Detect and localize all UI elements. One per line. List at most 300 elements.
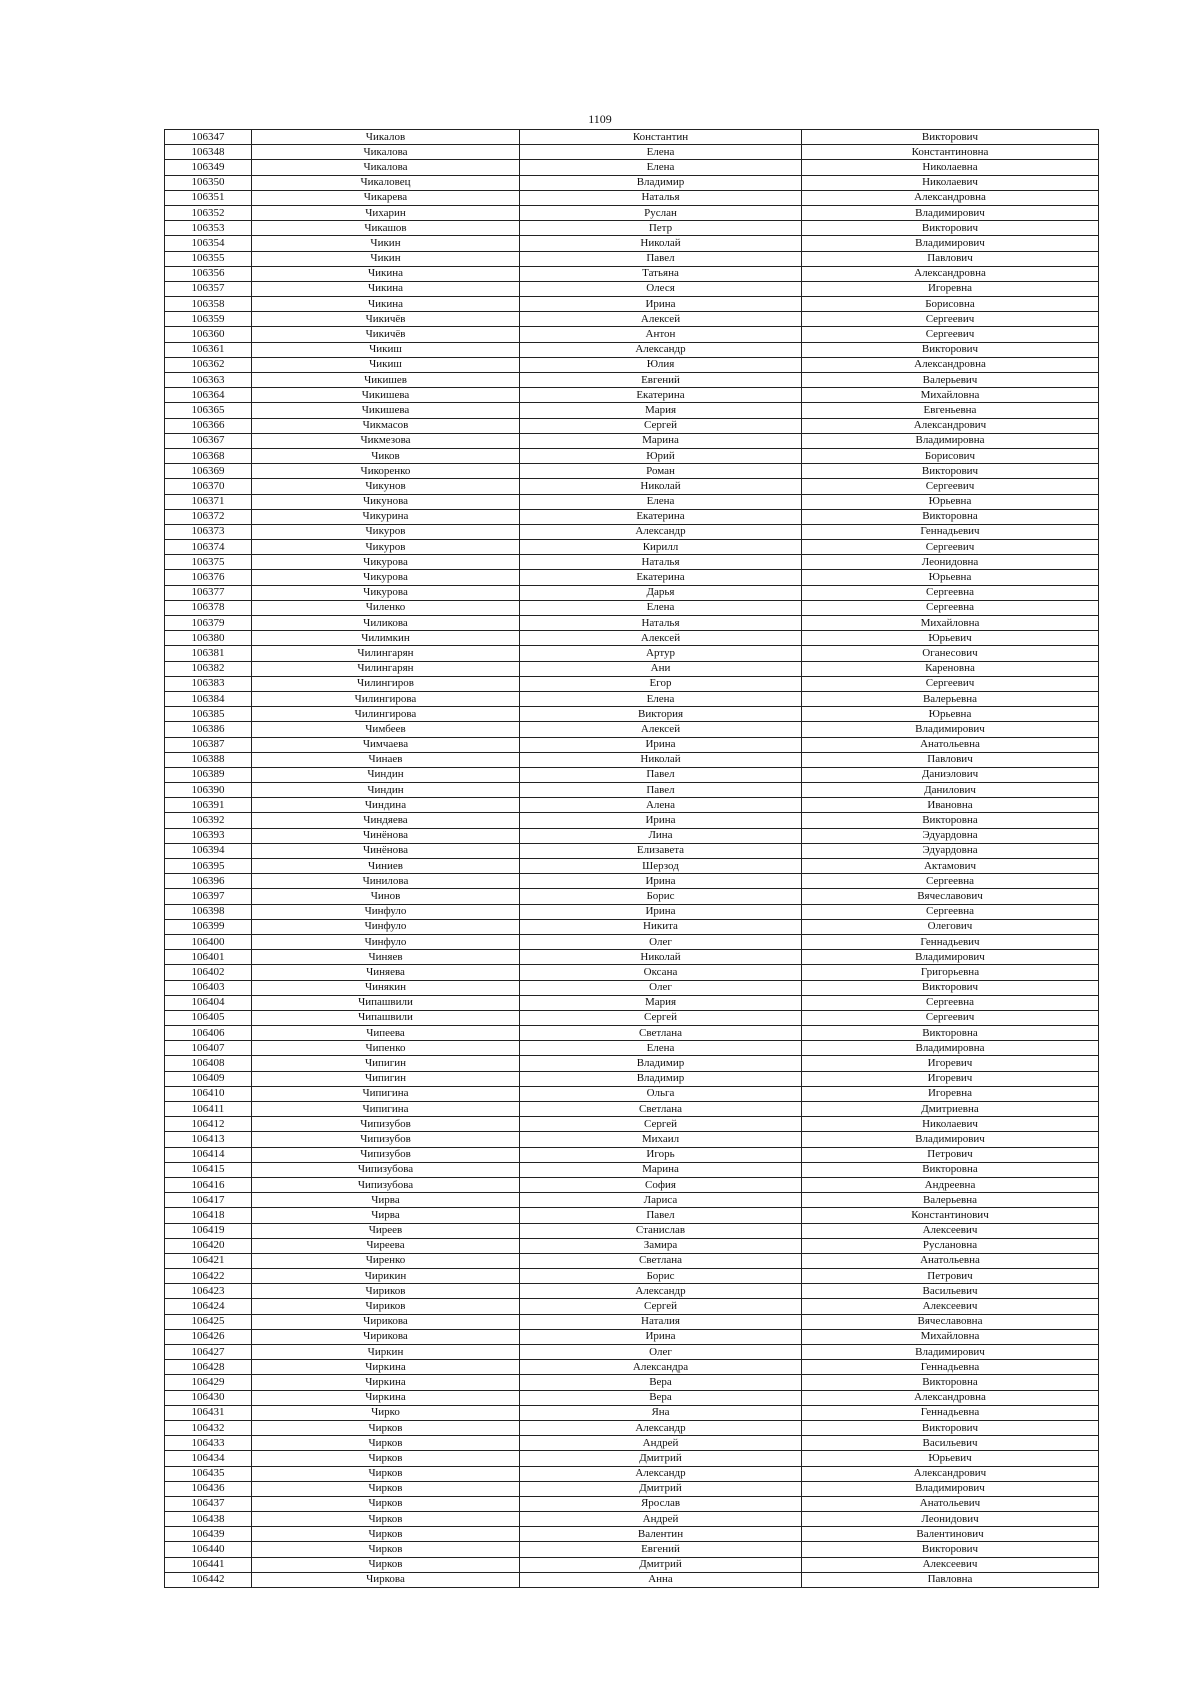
- table-row: [165, 1512, 1099, 1527]
- record-number-cell: 106429: [165, 1375, 252, 1390]
- surname-cell: Чирва: [252, 1208, 520, 1223]
- first-name-cell: Виктория: [520, 707, 802, 722]
- first-name-cell: Михаил: [520, 1132, 802, 1147]
- first-name-cell: Наталья: [520, 616, 802, 631]
- table-row: [165, 1451, 1099, 1466]
- table-row: [165, 1284, 1099, 1299]
- table-row: [165, 1466, 1099, 1481]
- record-number-cell: 106399: [165, 919, 252, 934]
- table-row: [165, 540, 1099, 555]
- table-row: [165, 1390, 1099, 1405]
- first-name-cell: Юлия: [520, 357, 802, 372]
- first-name-cell: Борис: [520, 889, 802, 904]
- first-name-cell: Елена: [520, 691, 802, 706]
- table-row: [165, 1102, 1099, 1117]
- record-number-cell: 106419: [165, 1223, 252, 1238]
- first-name-cell: Екатерина: [520, 570, 802, 585]
- surname-cell: Чикина: [252, 281, 520, 296]
- table-row: [165, 327, 1099, 342]
- table-row: [165, 1496, 1099, 1511]
- first-name-cell: Ирина: [520, 813, 802, 828]
- surname-cell: Чимчаева: [252, 737, 520, 752]
- table-row: [165, 1557, 1099, 1572]
- patronymic-cell: Валерьевна: [802, 1193, 1099, 1208]
- surname-cell: Чинаев: [252, 752, 520, 767]
- first-name-cell: Никита: [520, 919, 802, 934]
- surname-cell: Чикурова: [252, 585, 520, 600]
- first-name-cell: Валентин: [520, 1527, 802, 1542]
- patronymic-cell: Владимирович: [802, 722, 1099, 737]
- patronymic-cell: Петрович: [802, 1147, 1099, 1162]
- surname-cell: Чикмезова: [252, 433, 520, 448]
- record-number-cell: 106432: [165, 1420, 252, 1435]
- table-row: [165, 1420, 1099, 1435]
- patronymic-cell: Викторович: [802, 342, 1099, 357]
- table-row: [165, 160, 1099, 175]
- patronymic-cell: Дмитриевна: [802, 1102, 1099, 1117]
- surname-cell: Чирков: [252, 1420, 520, 1435]
- record-number-cell: 106423: [165, 1284, 252, 1299]
- first-name-cell: Елизавета: [520, 843, 802, 858]
- first-name-cell: Кирилл: [520, 540, 802, 555]
- record-number-cell: 106372: [165, 509, 252, 524]
- table-row: [165, 1026, 1099, 1041]
- surname-cell: Чипенко: [252, 1041, 520, 1056]
- first-name-cell: Шерзод: [520, 859, 802, 874]
- record-number-cell: 106397: [165, 889, 252, 904]
- record-number-cell: 106416: [165, 1177, 252, 1192]
- record-number-cell: 106374: [165, 540, 252, 555]
- first-name-cell: Анна: [520, 1572, 802, 1587]
- surname-cell: Чипизубова: [252, 1177, 520, 1192]
- surname-cell: Чикина: [252, 297, 520, 312]
- table-row: [165, 1345, 1099, 1360]
- table-row: [165, 1542, 1099, 1557]
- first-name-cell: Сергей: [520, 1299, 802, 1314]
- patronymic-cell: Геннадьевич: [802, 934, 1099, 949]
- record-number-cell: 106434: [165, 1451, 252, 1466]
- record-number-cell: 106411: [165, 1102, 252, 1117]
- patronymic-cell: Николаевич: [802, 175, 1099, 190]
- record-number-cell: 106354: [165, 236, 252, 251]
- table-row: [165, 889, 1099, 904]
- surname-cell: Чихарин: [252, 205, 520, 220]
- patronymic-cell: Владимировна: [802, 433, 1099, 448]
- record-number-cell: 106373: [165, 524, 252, 539]
- surname-cell: Чикина: [252, 266, 520, 281]
- patronymic-cell: Александрович: [802, 418, 1099, 433]
- patronymic-cell: Павловна: [802, 1572, 1099, 1587]
- first-name-cell: Евгений: [520, 373, 802, 388]
- record-number-cell: 106440: [165, 1542, 252, 1557]
- first-name-cell: Наталия: [520, 1314, 802, 1329]
- record-number-cell: 106395: [165, 859, 252, 874]
- table-row: [165, 1162, 1099, 1177]
- record-number-cell: 106410: [165, 1086, 252, 1101]
- first-name-cell: Петр: [520, 221, 802, 236]
- table-row: [165, 600, 1099, 615]
- record-number-cell: 106428: [165, 1360, 252, 1375]
- surname-cell: Чикоренко: [252, 464, 520, 479]
- first-name-cell: Светлана: [520, 1026, 802, 1041]
- record-number-cell: 106356: [165, 266, 252, 281]
- patronymic-cell: Викторовна: [802, 1026, 1099, 1041]
- first-name-cell: Николай: [520, 479, 802, 494]
- first-name-cell: Сергей: [520, 418, 802, 433]
- record-number-cell: 106352: [165, 205, 252, 220]
- surname-cell: Чикиш: [252, 357, 520, 372]
- surname-cell: Чиреев: [252, 1223, 520, 1238]
- table-row: [165, 403, 1099, 418]
- record-number-cell: 106415: [165, 1162, 252, 1177]
- record-number-cell: 106426: [165, 1329, 252, 1344]
- surname-cell: Чикишева: [252, 403, 520, 418]
- table-row: [165, 919, 1099, 934]
- patronymic-cell: Геннадьевна: [802, 1405, 1099, 1420]
- first-name-cell: Алексей: [520, 312, 802, 327]
- first-name-cell: Егор: [520, 676, 802, 691]
- record-number-cell: 106361: [165, 342, 252, 357]
- record-number-cell: 106406: [165, 1026, 252, 1041]
- patronymic-cell: Владимирович: [802, 1345, 1099, 1360]
- first-name-cell: Павел: [520, 767, 802, 782]
- first-name-cell: Замира: [520, 1238, 802, 1253]
- surname-cell: Чиленко: [252, 600, 520, 615]
- first-name-cell: Артур: [520, 646, 802, 661]
- first-name-cell: Марина: [520, 433, 802, 448]
- table-row: [165, 1208, 1099, 1223]
- first-name-cell: Яна: [520, 1405, 802, 1420]
- record-number-cell: 106396: [165, 874, 252, 889]
- table-row: [165, 1329, 1099, 1344]
- first-name-cell: Дмитрий: [520, 1451, 802, 1466]
- first-name-cell: Екатерина: [520, 509, 802, 524]
- surname-cell: Чикурина: [252, 509, 520, 524]
- surname-cell: Чипизубов: [252, 1117, 520, 1132]
- patronymic-cell: Леонидовна: [802, 555, 1099, 570]
- record-number-cell: 106391: [165, 798, 252, 813]
- surname-cell: Чимбеев: [252, 722, 520, 737]
- first-name-cell: Ани: [520, 661, 802, 676]
- patronymic-cell: Сергеевич: [802, 327, 1099, 342]
- first-name-cell: Алексей: [520, 722, 802, 737]
- surname-cell: Чиркова: [252, 1572, 520, 1587]
- surname-cell: Чикин: [252, 236, 520, 251]
- table-row: [165, 145, 1099, 160]
- surname-cell: Чипигина: [252, 1102, 520, 1117]
- patronymic-cell: Викторовна: [802, 813, 1099, 828]
- record-number-cell: 106402: [165, 965, 252, 980]
- surname-cell: Чикалов: [252, 130, 520, 145]
- patronymic-cell: Николаевич: [802, 1117, 1099, 1132]
- table-row: [165, 676, 1099, 691]
- table-row: [165, 190, 1099, 205]
- patronymic-cell: Вячеславовна: [802, 1314, 1099, 1329]
- first-name-cell: Олег: [520, 1345, 802, 1360]
- record-number-cell: 106355: [165, 251, 252, 266]
- patronymic-cell: Руслановна: [802, 1238, 1099, 1253]
- record-number-cell: 106360: [165, 327, 252, 342]
- record-number-cell: 106347: [165, 130, 252, 145]
- first-name-cell: Александр: [520, 342, 802, 357]
- record-number-cell: 106433: [165, 1436, 252, 1451]
- table-row: [165, 1117, 1099, 1132]
- names-table: [164, 129, 1099, 1588]
- record-number-cell: 106350: [165, 175, 252, 190]
- surname-cell: Чилингиров: [252, 676, 520, 691]
- record-number-cell: 106364: [165, 388, 252, 403]
- surname-cell: Чирков: [252, 1436, 520, 1451]
- record-number-cell: 106421: [165, 1253, 252, 1268]
- surname-cell: Чинилова: [252, 874, 520, 889]
- patronymic-cell: Сергеевич: [802, 479, 1099, 494]
- first-name-cell: Павел: [520, 783, 802, 798]
- record-number-cell: 106375: [165, 555, 252, 570]
- first-name-cell: Ирина: [520, 297, 802, 312]
- first-name-cell: Владимир: [520, 1056, 802, 1071]
- record-number-cell: 106388: [165, 752, 252, 767]
- surname-cell: Чикарева: [252, 190, 520, 205]
- record-number-cell: 106442: [165, 1572, 252, 1587]
- surname-cell: Чипизубов: [252, 1147, 520, 1162]
- table-row: [165, 1375, 1099, 1390]
- table-row: [165, 798, 1099, 813]
- surname-cell: Чирков: [252, 1527, 520, 1542]
- patronymic-cell: Михайловна: [802, 1329, 1099, 1344]
- patronymic-cell: Оганесович: [802, 646, 1099, 661]
- first-name-cell: Александр: [520, 1420, 802, 1435]
- surname-cell: Чикиш: [252, 342, 520, 357]
- surname-cell: Чирко: [252, 1405, 520, 1420]
- patronymic-cell: Александрович: [802, 1466, 1099, 1481]
- record-number-cell: 106398: [165, 904, 252, 919]
- record-number-cell: 106409: [165, 1071, 252, 1086]
- patronymic-cell: Алексеевич: [802, 1557, 1099, 1572]
- surname-cell: Чинякин: [252, 980, 520, 995]
- table-row: [165, 934, 1099, 949]
- table-body: [165, 130, 1099, 1588]
- patronymic-cell: Александровна: [802, 190, 1099, 205]
- patronymic-cell: Игоревич: [802, 1071, 1099, 1086]
- patronymic-cell: Олегович: [802, 919, 1099, 934]
- surname-cell: Чирков: [252, 1557, 520, 1572]
- surname-cell: Чирков: [252, 1542, 520, 1557]
- patronymic-cell: Павлович: [802, 251, 1099, 266]
- patronymic-cell: Эдуардовна: [802, 843, 1099, 858]
- first-name-cell: Елена: [520, 145, 802, 160]
- table-row: [165, 616, 1099, 631]
- first-name-cell: Николай: [520, 236, 802, 251]
- surname-cell: Чиндяева: [252, 813, 520, 828]
- table-row: [165, 1147, 1099, 1162]
- surname-cell: Чилимкин: [252, 631, 520, 646]
- patronymic-cell: Владимирович: [802, 1481, 1099, 1496]
- first-name-cell: Лина: [520, 828, 802, 843]
- patronymic-cell: Игоревич: [802, 1056, 1099, 1071]
- table-row: [165, 980, 1099, 995]
- table-row: [165, 783, 1099, 798]
- patronymic-cell: Михайловна: [802, 616, 1099, 631]
- record-number-cell: 106427: [165, 1345, 252, 1360]
- patronymic-cell: Васильевич: [802, 1284, 1099, 1299]
- surname-cell: Чиндин: [252, 783, 520, 798]
- patronymic-cell: Александровна: [802, 1390, 1099, 1405]
- surname-cell: Чириков: [252, 1284, 520, 1299]
- patronymic-cell: Борисович: [802, 448, 1099, 463]
- record-number-cell: 106357: [165, 281, 252, 296]
- surname-cell: Чикунова: [252, 494, 520, 509]
- surname-cell: Чикашов: [252, 221, 520, 236]
- record-number-cell: 106394: [165, 843, 252, 858]
- first-name-cell: Оксана: [520, 965, 802, 980]
- record-number-cell: 106404: [165, 995, 252, 1010]
- record-number-cell: 106414: [165, 1147, 252, 1162]
- patronymic-cell: Юрьевна: [802, 707, 1099, 722]
- first-name-cell: Владимир: [520, 1071, 802, 1086]
- record-number-cell: 106376: [165, 570, 252, 585]
- surname-cell: Чирикова: [252, 1329, 520, 1344]
- patronymic-cell: Игоревна: [802, 281, 1099, 296]
- record-number-cell: 106387: [165, 737, 252, 752]
- table-row: [165, 661, 1099, 676]
- surname-cell: Чилингарян: [252, 646, 520, 661]
- surname-cell: Чипизубова: [252, 1162, 520, 1177]
- first-name-cell: Олег: [520, 980, 802, 995]
- patronymic-cell: Сергеевна: [802, 585, 1099, 600]
- record-number-cell: 106418: [165, 1208, 252, 1223]
- surname-cell: Чиркина: [252, 1360, 520, 1375]
- table-row: [165, 1481, 1099, 1496]
- table-row: [165, 752, 1099, 767]
- record-number-cell: 106365: [165, 403, 252, 418]
- first-name-cell: Роман: [520, 464, 802, 479]
- first-name-cell: Мария: [520, 403, 802, 418]
- patronymic-cell: Валерьевич: [802, 373, 1099, 388]
- patronymic-cell: Константинович: [802, 1208, 1099, 1223]
- surname-cell: Чикалова: [252, 160, 520, 175]
- surname-cell: Чикмасов: [252, 418, 520, 433]
- patronymic-cell: Сергеевна: [802, 874, 1099, 889]
- table-row: [165, 418, 1099, 433]
- patronymic-cell: Сергеевич: [802, 1010, 1099, 1025]
- first-name-cell: Ярослав: [520, 1496, 802, 1511]
- record-number-cell: 106351: [165, 190, 252, 205]
- table-row: [165, 1193, 1099, 1208]
- surname-cell: Чикаловец: [252, 175, 520, 190]
- patronymic-cell: Юрьевич: [802, 1451, 1099, 1466]
- patronymic-cell: Константиновна: [802, 145, 1099, 160]
- record-number-cell: 106379: [165, 616, 252, 631]
- record-number-cell: 106384: [165, 691, 252, 706]
- patronymic-cell: Данилович: [802, 783, 1099, 798]
- patronymic-cell: Леонидович: [802, 1512, 1099, 1527]
- table-row: [165, 904, 1099, 919]
- record-number-cell: 106349: [165, 160, 252, 175]
- record-number-cell: 106389: [165, 767, 252, 782]
- table-row: [165, 874, 1099, 889]
- record-number-cell: 106377: [165, 585, 252, 600]
- first-name-cell: Ирина: [520, 874, 802, 889]
- table-row: [165, 342, 1099, 357]
- record-number-cell: 106413: [165, 1132, 252, 1147]
- surname-cell: Чипашвили: [252, 995, 520, 1010]
- patronymic-cell: Владимирович: [802, 236, 1099, 251]
- table-row: [165, 1056, 1099, 1071]
- surname-cell: Чирков: [252, 1451, 520, 1466]
- record-number-cell: 106408: [165, 1056, 252, 1071]
- patronymic-cell: Васильевич: [802, 1436, 1099, 1451]
- record-number-cell: 106380: [165, 631, 252, 646]
- first-name-cell: Игорь: [520, 1147, 802, 1162]
- table-row: [165, 236, 1099, 251]
- record-number-cell: 106436: [165, 1481, 252, 1496]
- patronymic-cell: Сергеевич: [802, 312, 1099, 327]
- patronymic-cell: Николаевна: [802, 160, 1099, 175]
- table-row: [165, 433, 1099, 448]
- table-row: [165, 251, 1099, 266]
- record-number-cell: 106370: [165, 479, 252, 494]
- surname-cell: Чиренко: [252, 1253, 520, 1268]
- table-row: [165, 950, 1099, 965]
- table-row: [165, 130, 1099, 145]
- record-number-cell: 106439: [165, 1527, 252, 1542]
- first-name-cell: Ирина: [520, 904, 802, 919]
- first-name-cell: Дмитрий: [520, 1557, 802, 1572]
- patronymic-cell: Юрьевна: [802, 570, 1099, 585]
- first-name-cell: Лариса: [520, 1193, 802, 1208]
- first-name-cell: Евгений: [520, 1542, 802, 1557]
- first-name-cell: Юрий: [520, 448, 802, 463]
- table-row: [165, 722, 1099, 737]
- table-row: [165, 1527, 1099, 1542]
- record-number-cell: 106362: [165, 357, 252, 372]
- record-number-cell: 106401: [165, 950, 252, 965]
- patronymic-cell: Григорьевна: [802, 965, 1099, 980]
- first-name-cell: Борис: [520, 1269, 802, 1284]
- table-row: [165, 1086, 1099, 1101]
- surname-cell: Чикишева: [252, 388, 520, 403]
- table-row: [165, 1010, 1099, 1025]
- surname-cell: Чилингирова: [252, 691, 520, 706]
- record-number-cell: 106392: [165, 813, 252, 828]
- first-name-cell: Елена: [520, 600, 802, 615]
- table-row: [165, 1132, 1099, 1147]
- surname-cell: Чиликова: [252, 616, 520, 631]
- record-number-cell: 106381: [165, 646, 252, 661]
- table-row: [165, 509, 1099, 524]
- surname-cell: Чилингарян: [252, 661, 520, 676]
- surname-cell: Чиков: [252, 448, 520, 463]
- patronymic-cell: Даниэлович: [802, 767, 1099, 782]
- first-name-cell: Светлана: [520, 1102, 802, 1117]
- record-number-cell: 106378: [165, 600, 252, 615]
- surname-cell: Чинёнова: [252, 843, 520, 858]
- patronymic-cell: Борисовна: [802, 297, 1099, 312]
- patronymic-cell: Андреевна: [802, 1177, 1099, 1192]
- table-row: [165, 464, 1099, 479]
- patronymic-cell: Алексеевич: [802, 1223, 1099, 1238]
- record-number-cell: 106405: [165, 1010, 252, 1025]
- surname-cell: Чиниев: [252, 859, 520, 874]
- patronymic-cell: Валерьевна: [802, 691, 1099, 706]
- table-row: [165, 1572, 1099, 1587]
- table-row: [165, 965, 1099, 980]
- patronymic-cell: Ивановна: [802, 798, 1099, 813]
- first-name-cell: Наталья: [520, 190, 802, 205]
- table-row: [165, 646, 1099, 661]
- table-row: [165, 1177, 1099, 1192]
- patronymic-cell: Владимировна: [802, 1041, 1099, 1056]
